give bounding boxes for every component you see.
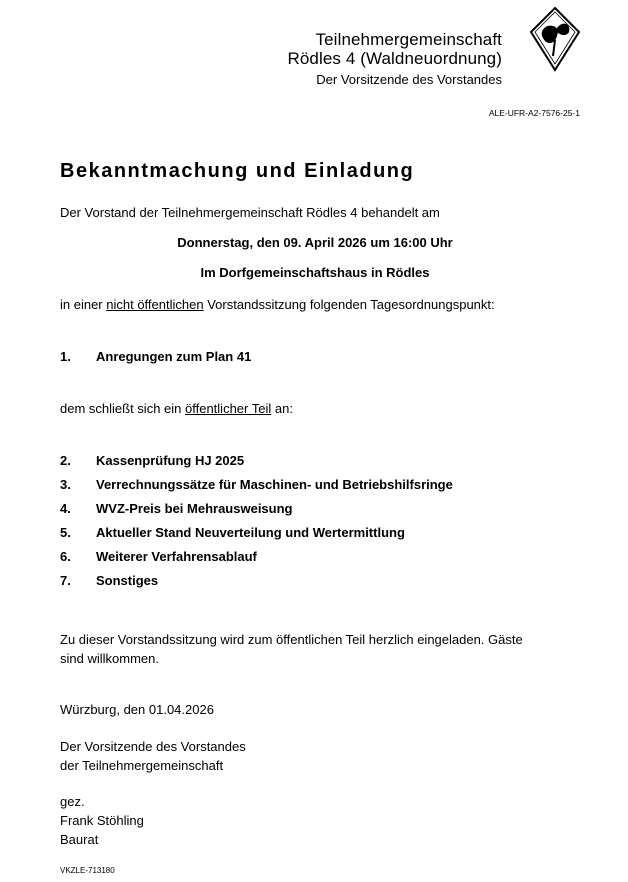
document-title: Bekanntmachung und Einladung: [60, 160, 415, 182]
meeting-location: Im Dorfgemeinschaftshaus in Rödles: [200, 265, 430, 280]
header-subtitle: Der Vorsitzende des Vorstandes: [316, 72, 502, 87]
organization-line-1: Teilnehmergemeinschaft: [315, 30, 502, 49]
footer-code: VKZLE-713180: [60, 866, 115, 875]
signatory-name: Frank Stöhling: [60, 813, 144, 828]
signature-block: gez. Frank Stöhling Baurat: [60, 792, 570, 849]
shield-leaf-logo-icon: [529, 6, 581, 72]
reference-number: ALE-UFR-A2-7576-25-1: [488, 108, 580, 118]
public-emphasis: öffentlicher Teil: [185, 401, 272, 416]
signatory-title: Baurat: [60, 832, 99, 847]
agenda-item: 5. Aktueller Stand Neuverteilung und Wertermittlung: [60, 525, 405, 540]
agenda-item: 7. Sonstiges: [60, 573, 159, 588]
meeting-date: Donnerstag, den 09. April 2026 um 16:00 Uhr: [177, 235, 453, 250]
agenda-item: 1. Anregungen zum Plan 41: [60, 349, 252, 364]
public-intro: dem schließt sich ein öffentlicher Teil an:: [60, 401, 293, 416]
organization-name: [288, 30, 503, 68]
organization-line-2: Rödles 4 (Waldneuordnung): [287, 49, 502, 68]
agenda-item: 3. Verrechnungssätze für Maschinen- und Betriebshilfsringe: [60, 477, 453, 492]
nonpublic-emphasis: nicht öffentlichen: [106, 297, 204, 312]
place-date: Würzburg, den 01.04.2026: [60, 702, 214, 717]
agenda-item: 6. Weiterer Verfahrensablauf: [60, 549, 257, 564]
signature-role: Der Vorsitzende des Vorstandes der Teilnehmergemeinschaft: [60, 739, 246, 773]
agenda-item: 4. WVZ-Preis bei Mehrausweisung: [60, 501, 293, 516]
intro-text: Der Vorstand der Teilnehmergemeinschaft Rödles 4 behandelt am: [60, 205, 440, 220]
agenda-item: 2. Kassenprüfung HJ 2025: [60, 453, 245, 468]
invitation-text: Zu dieser Vorstandssitzung wird zum öffentlichen Teil herzlich eingeladen. Gäste sind willkommen.: [60, 632, 523, 666]
nonpublic-intro: in einer nicht öffentlichen Vorstandssitzung folgenden Tagesordnungspunkt:: [60, 297, 495, 312]
